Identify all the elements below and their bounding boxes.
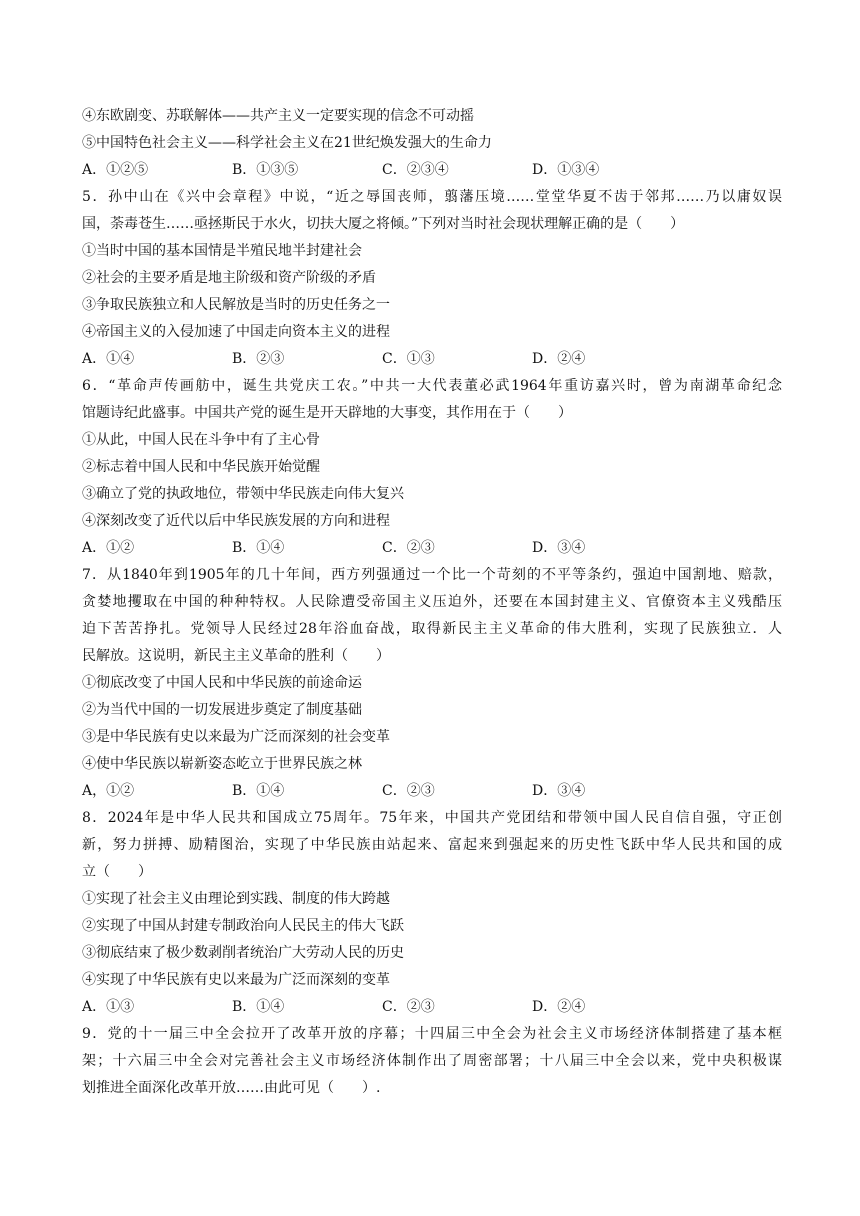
text-line: ④深刻改变了近代以后中华民族发展的方向和进程	[82, 513, 390, 529]
text-line: ②实现了中国从封建专制政治向人民民主的伟大飞跃	[82, 918, 404, 934]
answer-options	[82, 535, 782, 562]
answer-option: A．①④	[82, 351, 135, 367]
answer-option: D．③④	[532, 783, 586, 799]
answer-option: D．②④	[532, 999, 586, 1015]
text-line: 馆题诗纪此盛事。中国共产党的诞生是开天辟地的大事变，其作用在于（ ）	[82, 405, 572, 421]
text-line: ④东欧剧变、苏联解体——共产主义一定要实现的信念不可动摇	[82, 108, 474, 124]
answer-options	[82, 157, 782, 184]
answer-option: C．②③	[382, 540, 435, 556]
answer-option: C．②③	[382, 999, 435, 1015]
text-line: 立（ ）	[82, 864, 152, 880]
answer-option: B．①③⑤	[232, 162, 299, 178]
text-line: ①当时中国的基本国情是半殖民地半封建社会	[82, 243, 362, 259]
text-line: ③彻底结束了极少数剥削者统治广大劳动人民的历史	[82, 945, 404, 961]
text-line: ③是中华民族有史以来最为广泛而深刻的社会变革	[82, 729, 390, 745]
text-line: 7．从1840年到1905年的几十年间，西方列强通过一个比一个苛刻的不平等条约，强迫中国割地、赔款，	[82, 567, 782, 583]
text-line: ②为当代中国的一切发展进步奠定了制度基础	[82, 702, 362, 718]
text-line: 6．“革命声传画舫中，诞生共党庆工农。”中共一大代表董必武1964年重访嘉兴时，曾为南湖革命纪念	[82, 378, 782, 394]
text-line: 架；十六届三中全会对完善社会主义市场经济体制作出了周密部署；十八届三中全会以来，党中央积极谋	[82, 1053, 782, 1069]
text-line: 5．孙中山在《兴中会章程》中说，“近之辱国丧师，翦藩压境……堂堂华夏不齿于邻邦……乃以庸奴误	[82, 189, 782, 205]
text-line: 迫下苦苦挣扎。党领导人民经过28年浴血奋战，取得新民主主义革命的伟大胜利，实现了民族独立．人	[82, 621, 782, 637]
answer-options	[82, 994, 782, 1021]
text-line: 贪婪地攫取在中国的种种特权。人民除遭受帝国主义压迫外，还要在本国封建主义、官僚资本主义残酷压	[82, 594, 782, 610]
text-line: 民解放。这说明，新民主主义革命的胜利（ ）	[82, 648, 390, 664]
answer-option: C．①③	[382, 351, 435, 367]
answer-option: B．①④	[232, 540, 285, 556]
answer-option: B．②③	[232, 351, 285, 367]
text-line: 新，努力拼搏、励精图治，实现了中华民族由站起来、富起来到强起来的历史性飞跃中华人民共和国的成	[82, 837, 782, 853]
answer-option: C．②③	[382, 783, 435, 799]
answer-option: A，①②	[82, 783, 135, 799]
text-line: ②标志着中国人民和中华民族开始觉醒	[82, 459, 320, 475]
answer-option: D．①③④	[532, 162, 600, 178]
answer-options	[82, 778, 782, 805]
text-line: ①从此，中国人民在斗争中有了主心骨	[82, 432, 320, 448]
answer-option: D．②④	[532, 351, 586, 367]
text-line: 国，荼毒苍生……亟拯斯民于水火，切扶大厦之将倾。”下列对当时社会现状理解正确的是（ ）	[82, 216, 685, 232]
text-line: ④实现了中华民族有史以来最为广泛而深刻的变革	[82, 972, 390, 988]
text-line: ④帝国主义的入侵加速了中国走向资本主义的进程	[82, 324, 390, 340]
answer-option: A．①③	[82, 999, 135, 1015]
text-line: ①彻底改变了中国人民和中华民族的前途命运	[82, 675, 362, 691]
answer-options	[82, 346, 782, 373]
text-line: 划推进全面深化改革开放……由此可见（ ）.	[82, 1080, 381, 1096]
text-line: ③确立了党的执政地位，带领中华民族走向伟大复兴	[82, 486, 404, 502]
answer-option: B．①④	[232, 783, 285, 799]
answer-option: A．①②⑤	[82, 162, 149, 178]
text-line: ③争取民族独立和人民解放是当时的历史任务之一	[82, 297, 390, 313]
answer-option: C．②③④	[382, 162, 449, 178]
text-line: ⑤中国特色社会主义——科学社会主义在21世纪焕发强大的生命力	[82, 135, 492, 151]
answer-option: D．③④	[532, 540, 586, 556]
text-line: ②社会的主要矛盾是地主阶级和资产阶级的矛盾	[82, 270, 376, 286]
text-line: 8．2024年是中华人民共和国成立75周年。75年来，中国共产党团结和带领中国人民自信自强，守正创	[82, 810, 782, 826]
text-line: ①实现了社会主义由理论到实践、制度的伟大跨越	[82, 891, 390, 907]
text-line: 9．党的十一届三中全会拉开了改革开放的序幕；十四届三中全会为社会主义市场经济体制搭建了基本框	[82, 1026, 782, 1042]
text-line: ④使中华民族以崭新姿态屹立于世界民族之林	[82, 756, 362, 772]
exam-page	[82, 103, 782, 1102]
answer-option: B．①④	[232, 999, 285, 1015]
answer-option: A．①②	[82, 540, 135, 556]
